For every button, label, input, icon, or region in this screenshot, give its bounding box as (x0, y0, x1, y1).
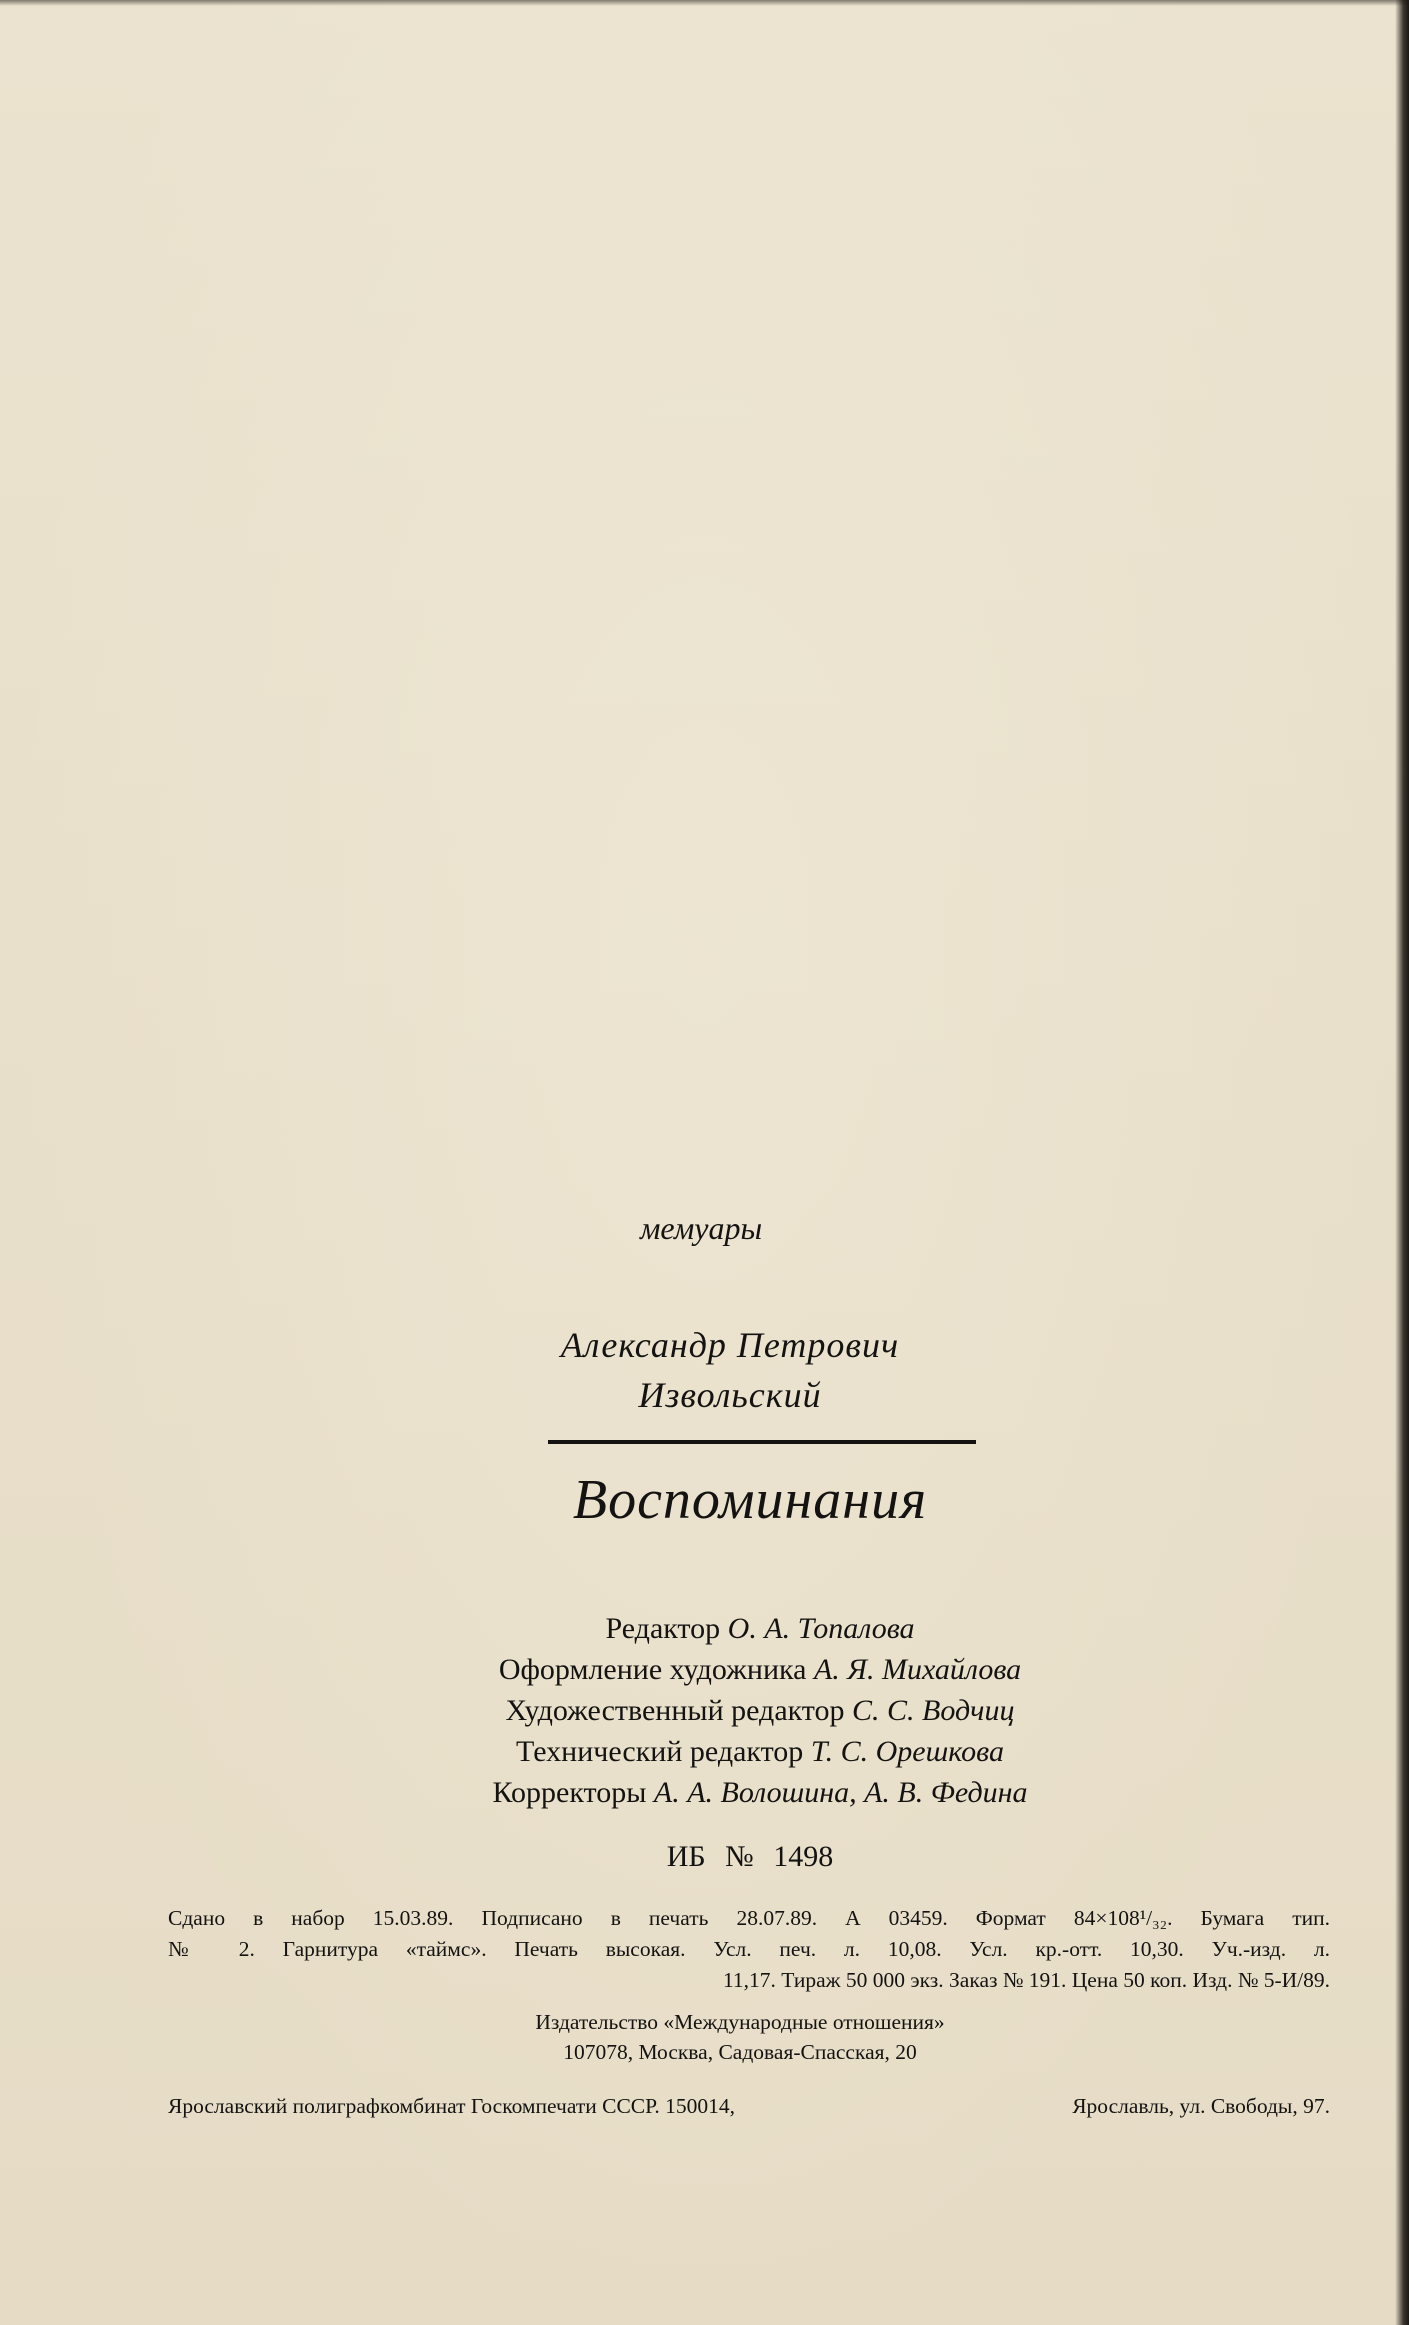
imprint-block (168, 1903, 1330, 1996)
imprint-line-1: Сдано в набор 15.03.89. Подписано в печать 28.07.89. А 03459. Формат 84×108¹/₃₂. Бумага тип. (168, 1906, 1330, 1930)
credit-line (380, 1649, 1140, 1690)
author-name (520, 1320, 940, 1420)
printer-address: Ярославль, ул. Свободы, 97. (1072, 2094, 1330, 2118)
credit-line (380, 1772, 1140, 1813)
credit-line (380, 1731, 1140, 1772)
credit-role: Редактор (605, 1612, 721, 1645)
publisher-name: Издательство «Международные отношения» (535, 2010, 945, 2034)
publisher-address: 107078, Москва, Садовая-Спасская, 20 (563, 2040, 917, 2064)
credit-role: Корректоры (492, 1776, 647, 1809)
book-title: Воспоминания (572, 1469, 928, 1531)
credit-name: А. Я. Михайлова (813, 1653, 1022, 1686)
printer-line (168, 2094, 1330, 2119)
page-right-edge (1395, 0, 1409, 2325)
credit-name: С. С. Водчиц (852, 1694, 1015, 1727)
publisher-block (300, 2007, 1180, 2067)
ib-number: ИБ № 1498 (666, 1840, 834, 1873)
imprint-line-2: № 2. Гарнитура «таймс». Печать высокая. Усл. печ. л. 10,08. Усл. кр.-отт. 10,30. Уч.-изд. л. (168, 1937, 1330, 1961)
credit-name: Т. С. Орешкова (810, 1735, 1004, 1768)
author-first-line: Александр Петрович (560, 1325, 900, 1365)
credit-role: Оформление художника (498, 1653, 807, 1686)
credits-block (380, 1608, 1140, 1813)
credit-name: О. А. Топалова (727, 1612, 915, 1645)
credit-line (380, 1608, 1140, 1649)
credit-role: Художественный редактор (505, 1694, 845, 1727)
page-top-shadow (0, 0, 1409, 6)
imprint-line-3: 11,17. Тираж 50 000 экз. Заказ № 191. Цена 50 коп. Изд. № 5-И/89. (722, 1968, 1330, 1992)
credit-role: Технический редактор (516, 1735, 804, 1768)
credit-name: А. А. Волошина, А. В. Федина (653, 1776, 1028, 1809)
genre-label: мемуары (640, 1210, 763, 1246)
credit-line (380, 1690, 1140, 1731)
title-rule (548, 1440, 976, 1444)
printer-name: Ярославский полиграфкомбинат Госкомпечати СССР. 150014, (168, 2094, 736, 2118)
author-second-line: Извольский (638, 1375, 822, 1415)
